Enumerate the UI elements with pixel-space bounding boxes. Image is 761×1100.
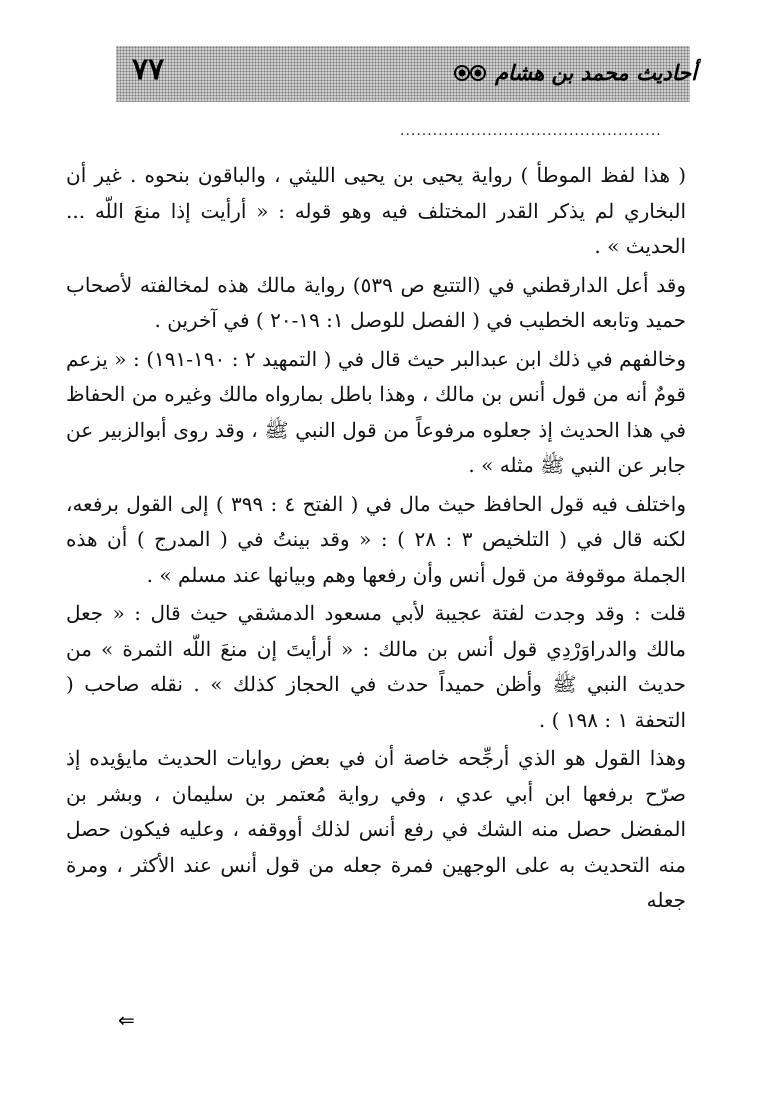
paragraph-ibn-abdulbarr: وخالفهم في ذلك ابن عبدالبر حيث قال في ( التمهيد ٢ : ١٩٠-١٩١) : « يزعم قومٌ أنه من قول أنس بن مالك ، وهذا باطل بمارواه مالك وغيره من الحفاظ في هذا الحديث إذ جعلوه مرفوعاً من قول النبي ﷺ ، وقد روى أبوالزبير عن جابر عن النبي ﷺ مثله » . (66, 346, 687, 477)
page-number: ٧٧ (132, 52, 165, 87)
body-text (66, 158, 686, 922)
paragraph-muwatta: ( هذا لفظ الموطأ ) رواية يحيى بن يحيى الليثي ، والباقون بنحوه . غير أن البخاري لم يذكر القدر المختلف فيه وهو قوله : « أرأيت إذا منعَ اللّه ... الحديث » . (66, 163, 686, 258)
continue-arrow-icon: ⇐ (118, 1008, 135, 1032)
double-circle-ornament-icon (453, 64, 487, 82)
running-title-text: أحاديث محمد بن هشام (495, 60, 697, 85)
paragraph-abu-masud: قلت : وقد وجدت لفتة عجيبة لأبي مسعود الدمشقي حيث قال : « جعل مالك والدراوَرْدِي قول أنس بن مالك : « أرأيتَ إن منعَ اللّه الثمرة » من حديث النبي ﷺ وأظن حميداً حدث في الحجاز كذلك » . نقله صاحب ( التحفة ١ : ١٩٨ ) . (66, 601, 686, 732)
dotted-divider: ................................................ (400, 124, 662, 138)
paragraph-hafiz: واختلف فيه قول الحافظ حيث مال في ( الفتح ٤ : ٣٩٩ ) إلى القول برفعه، لكنه قال في ( التلخيص ٣ : ٢٨ ) : « وقد بينتُ في ( المدرج ) أن هذه الجملة موقوفة من قول أنس وأن رفعها وهم وبيانها عند مسلم » . (66, 491, 687, 587)
paragraph-daraqutni: وقد أعل الدارقطني في (التتبع ص ٥٣٩) رواية مالك هذه لمخالفته لأصحاب حميد وتابعه الخطيب في ( الفصل للوصل ١: ١٩-٢٠ ) في آخرين . (66, 272, 686, 332)
paragraph-conclusion: وهذا القول هو الذي أرجِّحه خاصة أن في بعض روايات الحديث مايؤيده إذ صرّح برفعها ابن أبي عدي ، وفي رواية مُعتمر بن سليمان ، وبشر بن المفضل حصل منه الشك في رفع أنس لذلك أووقفه ، وعليه فيكون حصل منه التحديث به على الوجهين فمرة جعله من قول أنس عند الأكثر ، ومرة جعله (66, 746, 686, 912)
running-title (453, 60, 697, 85)
